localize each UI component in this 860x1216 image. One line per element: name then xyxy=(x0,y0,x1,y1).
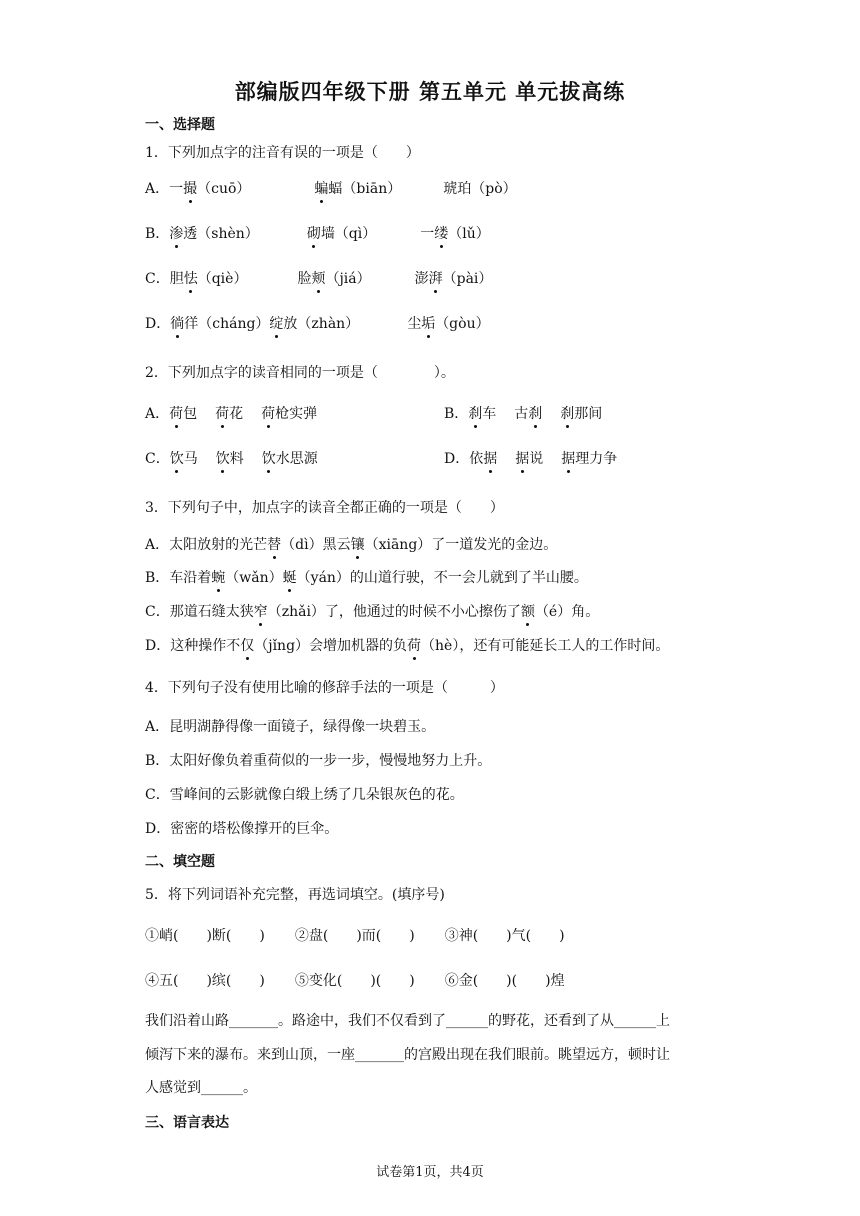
question-5-words-row-2: ④五( )缤( ) ⑤变化( )( ) ⑥金( )( )煌 xyxy=(145,973,565,989)
question-4-stem: 4．下列句子没有使用比喻的修辞手法的一项是（ ） xyxy=(145,680,504,696)
question-2-option-c: C．饮马 饮料 饮水思源 xyxy=(145,448,318,468)
question-5-paragraph-line-3: 人感觉到______。 xyxy=(145,1080,257,1096)
question-5-stem: 5．将下列词语补充完整，再选词填空。(填序号) xyxy=(145,887,445,903)
question-4-option-b: B．太阳好像负着重荷似的一步一步，慢慢地努力上升。 xyxy=(145,753,492,769)
question-5-paragraph-line-1: 我们沿着山路_______。路途中，我们不仅看到了______的野花，还看到了从______上 xyxy=(145,1013,670,1029)
question-1-option-c: C．胆怯（qiè） 脸颊（jiá） 澎湃（pài） xyxy=(145,268,492,288)
question-3-option-d: D．这种操作不仅（jǐng）会增加机器的负荷（hè），还有可能延长工人的工作时间。 xyxy=(145,635,669,655)
question-4-option-a: A．昆明湖静得像一面镜子，绿得像一块碧玉。 xyxy=(145,719,436,735)
question-5-words-row-1: ①峭( )断( ) ②盘( )而( ) ③神( )气( ) xyxy=(145,928,565,944)
question-3-option-a: A．太阳放射的光芒替（dì）黑云镶（xiāng）了一道发光的金边。 xyxy=(145,534,557,554)
question-1-option-d: D．徜徉（cháng）绽放（zhàn） 尘垢（gòu） xyxy=(145,313,490,333)
question-2-option-b: B．刹车 古刹 刹那间 xyxy=(444,403,602,423)
question-2-stem: 2．下列加点字的读音相同的一项是（ ）。 xyxy=(145,365,455,381)
section-heading-fill: 二、填空题 xyxy=(145,854,215,870)
question-2-option-a: A．荷包 荷花 荷枪实弹 xyxy=(145,403,317,423)
page-footer: 试卷第1页，共4页 xyxy=(376,1165,484,1180)
section-heading-choice: 一、选择题 xyxy=(145,117,215,133)
question-1-option-a: A．一撮（cuō） 蝙蝠（biān） 琥珀（pò） xyxy=(145,178,517,198)
question-4-option-d: D．密密的塔松像撑开的巨伞。 xyxy=(145,821,339,837)
question-1-option-b: B．渗透（shèn） 砌墙（qì） 一缕（lǔ） xyxy=(145,223,490,243)
question-2-option-d: D．依据 据说 据理力争 xyxy=(444,448,617,468)
question-5-paragraph-line-2: 倾泻下来的瀑布。来到山顶，一座_______的宫殿出现在我们眼前。眺望远方，顿时让 xyxy=(145,1047,670,1063)
question-3-option-b: B．车沿着蜿（wǎn）蜒（yán）的山道行驶，不一会儿就到了半山腰。 xyxy=(145,567,588,587)
question-1-stem: 1．下列加点字的注音有误的一项是（ ） xyxy=(145,145,420,161)
question-3-option-c: C．那道石缝太狭窄（zhǎi）了，他通过的时候不小心擦伤了额（é）角。 xyxy=(145,601,599,621)
question-4-option-c: C．雪峰间的云影就像白缎上绣了几朵银灰色的花。 xyxy=(145,787,464,803)
section-heading-expression: 三、语言表达 xyxy=(145,1115,229,1131)
question-3-stem: 3．下列句子中，加点字的读音全都正确的一项是（ ） xyxy=(145,500,504,516)
page-title: 部编版四年级下册 第五单元 单元拔高练 xyxy=(234,80,626,104)
